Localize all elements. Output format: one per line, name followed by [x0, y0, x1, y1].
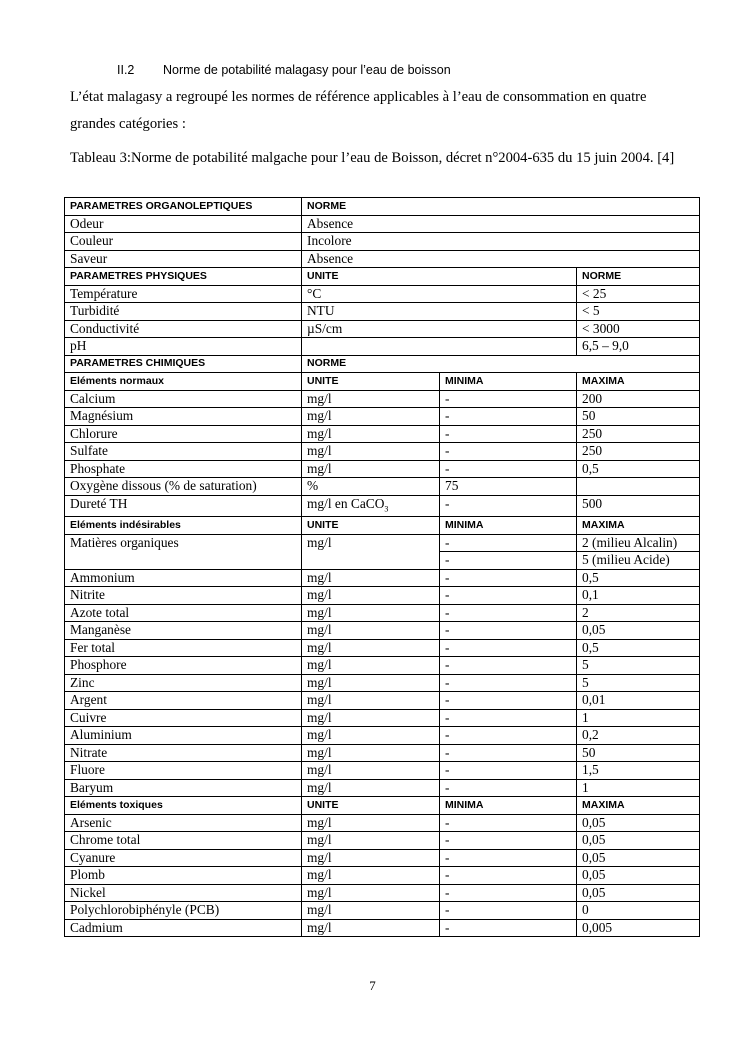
unit-cell: mg/l	[302, 867, 440, 885]
norm-cell: Absence	[302, 215, 700, 233]
min-cell: -	[440, 814, 577, 832]
header-cell: MAXIMA	[577, 373, 700, 391]
table-row	[65, 460, 700, 478]
unit-cell: NTU	[302, 303, 577, 321]
param-cell: Nitrite	[65, 587, 302, 605]
header-cell: PARAMETRES ORGANOLEPTIQUES	[65, 198, 302, 216]
param-cell: Dureté TH	[65, 495, 302, 517]
max-cell: 0,2	[577, 727, 700, 745]
max-cell: 0,05	[577, 622, 700, 640]
table-row	[65, 919, 700, 937]
min-cell: -	[440, 639, 577, 657]
max-cell: 0,05	[577, 867, 700, 885]
max-cell: 2 (milieu Alcalin)	[577, 534, 700, 552]
chemical-header-row	[65, 355, 700, 373]
min-cell: -	[440, 779, 577, 797]
table-row	[65, 779, 700, 797]
min-cell: -	[440, 604, 577, 622]
norm-cell: Absence	[302, 250, 700, 268]
section-title: Norme de potabilité malagasy pour l’eau de boisson	[163, 63, 451, 77]
table-row	[65, 478, 700, 496]
unit-cell: mg/l	[302, 587, 440, 605]
header-cell: UNITE	[302, 268, 577, 286]
table-row	[65, 604, 700, 622]
unit-cell: °C	[302, 285, 577, 303]
header-cell: MINIMA	[440, 797, 577, 815]
table-row	[65, 233, 700, 251]
potability-norms-table	[64, 197, 700, 937]
unit-cell: mg/l	[302, 832, 440, 850]
unit-cell: mg/l	[302, 408, 440, 426]
max-cell: 0,05	[577, 884, 700, 902]
param-cell: Nickel	[65, 884, 302, 902]
min-cell: -	[440, 762, 577, 780]
unit-cell: mg/l	[302, 709, 440, 727]
norm-cell: Incolore	[302, 233, 700, 251]
header-cell: Eléments toxiques	[65, 797, 302, 815]
min-cell: -	[440, 709, 577, 727]
header-cell: PARAMETRES CHIMIQUES	[65, 355, 302, 373]
header-cell: MAXIMA	[577, 517, 700, 535]
param-cell: Conductivité	[65, 320, 302, 338]
max-cell: 5 (milieu Acide)	[577, 552, 700, 570]
table-row	[65, 443, 700, 461]
unit-cell: mg/l	[302, 727, 440, 745]
table-row	[65, 832, 700, 850]
unit-cell: %	[302, 478, 440, 496]
min-cell: -	[440, 622, 577, 640]
param-cell: Phosphore	[65, 657, 302, 675]
unit-cell: mg/l	[302, 443, 440, 461]
min-cell: -	[440, 495, 577, 517]
table-row	[65, 639, 700, 657]
unit-cell: mg/l	[302, 919, 440, 937]
table-row	[65, 727, 700, 745]
unit-cell: mg/l	[302, 779, 440, 797]
param-cell: Turbidité	[65, 303, 302, 321]
max-cell: 250	[577, 425, 700, 443]
param-cell: Oxygène dissous (% de saturation)	[65, 478, 302, 496]
table-row	[65, 569, 700, 587]
max-cell: 200	[577, 390, 700, 408]
header-cell: NORME	[302, 355, 700, 373]
physical-header-row	[65, 268, 700, 286]
param-cell: Arsenic	[65, 814, 302, 832]
table-row	[65, 657, 700, 675]
max-cell: 50	[577, 744, 700, 762]
section-number: II.2	[117, 63, 135, 77]
max-cell: 250	[577, 443, 700, 461]
unit-cell: mg/l	[302, 692, 440, 710]
header-cell: Eléments indésirables	[65, 517, 302, 535]
param-cell: Nitrate	[65, 744, 302, 762]
unit-text: mg/l en CaCO	[307, 495, 385, 511]
param-cell: Chlorure	[65, 425, 302, 443]
max-cell: 1	[577, 779, 700, 797]
param-cell: Plomb	[65, 867, 302, 885]
param-cell: Sulfate	[65, 443, 302, 461]
param-cell: Baryum	[65, 779, 302, 797]
param-cell: Aluminium	[65, 727, 302, 745]
table-row	[65, 320, 700, 338]
unit-cell: mg/l	[302, 604, 440, 622]
section-heading	[117, 63, 451, 77]
param-cell: Calcium	[65, 390, 302, 408]
max-cell: 5	[577, 674, 700, 692]
table-row	[65, 884, 700, 902]
unit-cell	[302, 495, 440, 517]
unit-cell: mg/l	[302, 814, 440, 832]
unit-subscript: 3	[384, 504, 389, 514]
max-cell	[577, 478, 700, 496]
table-row	[65, 814, 700, 832]
table-row	[65, 674, 700, 692]
table-row	[65, 902, 700, 920]
max-cell: 0,05	[577, 832, 700, 850]
param-cell: Phosphate	[65, 460, 302, 478]
max-cell: 1,5	[577, 762, 700, 780]
param-cell: Magnésium	[65, 408, 302, 426]
max-cell: 0,01	[577, 692, 700, 710]
table-row	[65, 390, 700, 408]
param-cell: Cuivre	[65, 709, 302, 727]
max-cell: 0,05	[577, 814, 700, 832]
unit-cell: mg/l	[302, 569, 440, 587]
undesirable-elements-header-row	[65, 517, 700, 535]
max-cell: 0,5	[577, 460, 700, 478]
min-cell: -	[440, 744, 577, 762]
header-cell: MINIMA	[440, 517, 577, 535]
normal-elements-header-row	[65, 373, 700, 391]
param-cell: Azote total	[65, 604, 302, 622]
min-cell: -	[440, 587, 577, 605]
unit-cell: µS/cm	[302, 320, 577, 338]
table-row	[65, 408, 700, 426]
min-cell: -	[440, 674, 577, 692]
table-row	[65, 425, 700, 443]
table-row	[65, 338, 700, 356]
unit-cell: mg/l	[302, 744, 440, 762]
table-row	[65, 709, 700, 727]
max-cell: 50	[577, 408, 700, 426]
param-cell: pH	[65, 338, 302, 356]
intro-paragraph: L’état malagasy a regroupé les normes de référence applicables à l’eau de consommation en quatre grandes catégories :	[70, 89, 647, 132]
param-cell: Cyanure	[65, 849, 302, 867]
organoleptic-header-row	[65, 198, 700, 216]
param-cell: Température	[65, 285, 302, 303]
norm-cell: 6,5 – 9,0	[577, 338, 700, 356]
min-cell: -	[440, 727, 577, 745]
min-cell: -	[440, 390, 577, 408]
max-cell: 1	[577, 709, 700, 727]
min-cell: -	[440, 425, 577, 443]
page-number: 7	[369, 978, 376, 993]
min-cell: -	[440, 534, 577, 552]
norm-cell: < 25	[577, 285, 700, 303]
table-row	[65, 762, 700, 780]
min-cell: -	[440, 849, 577, 867]
toxic-elements-header-row	[65, 797, 700, 815]
unit-cell: mg/l	[302, 657, 440, 675]
header-cell: Eléments normaux	[65, 373, 302, 391]
table-row	[65, 622, 700, 640]
param-cell: Ammonium	[65, 569, 302, 587]
param-cell: Matières organiques	[65, 534, 302, 569]
param-cell: Odeur	[65, 215, 302, 233]
min-cell: -	[440, 657, 577, 675]
table-row	[65, 692, 700, 710]
min-cell: -	[440, 460, 577, 478]
table-row	[65, 250, 700, 268]
unit-cell: mg/l	[302, 849, 440, 867]
table-row	[65, 744, 700, 762]
table-row	[65, 303, 700, 321]
unit-cell	[302, 338, 577, 356]
unit-cell: mg/l	[302, 390, 440, 408]
header-cell: MAXIMA	[577, 797, 700, 815]
min-cell: -	[440, 902, 577, 920]
min-cell: -	[440, 443, 577, 461]
unit-cell: mg/l	[302, 425, 440, 443]
table-caption: Tableau 3:Norme de potabilité malgache pour l’eau de Boisson, décret n°2004-635 du 15 juin 2004. [4]	[70, 150, 675, 166]
max-cell: 5	[577, 657, 700, 675]
param-cell: Chrome total	[65, 832, 302, 850]
unit-cell: mg/l	[302, 884, 440, 902]
min-cell: 75	[440, 478, 577, 496]
min-cell: -	[440, 919, 577, 937]
min-cell: -	[440, 692, 577, 710]
param-cell: Zinc	[65, 674, 302, 692]
param-cell: Couleur	[65, 233, 302, 251]
min-cell: -	[440, 552, 577, 570]
table-row	[65, 534, 700, 552]
max-cell: 0,5	[577, 639, 700, 657]
min-cell: -	[440, 884, 577, 902]
param-cell: Argent	[65, 692, 302, 710]
table-row	[65, 587, 700, 605]
header-cell: NORME	[577, 268, 700, 286]
table-row	[65, 495, 700, 517]
header-cell: UNITE	[302, 373, 440, 391]
unit-cell: mg/l	[302, 762, 440, 780]
min-cell: -	[440, 832, 577, 850]
param-cell: Polychlorobiphényle (PCB)	[65, 902, 302, 920]
param-cell: Manganèse	[65, 622, 302, 640]
table-row	[65, 867, 700, 885]
max-cell: 0,05	[577, 849, 700, 867]
header-cell: MINIMA	[440, 373, 577, 391]
table-row	[65, 285, 700, 303]
unit-cell: mg/l	[302, 534, 440, 569]
header-cell: UNITE	[302, 517, 440, 535]
max-cell: 2	[577, 604, 700, 622]
param-cell: Fluore	[65, 762, 302, 780]
max-cell: 0,1	[577, 587, 700, 605]
param-cell: Saveur	[65, 250, 302, 268]
min-cell: -	[440, 569, 577, 587]
max-cell: 0,5	[577, 569, 700, 587]
unit-cell: mg/l	[302, 622, 440, 640]
unit-cell: mg/l	[302, 674, 440, 692]
max-cell: 0	[577, 902, 700, 920]
table-row	[65, 849, 700, 867]
unit-cell: mg/l	[302, 460, 440, 478]
min-cell: -	[440, 867, 577, 885]
min-cell: -	[440, 408, 577, 426]
header-cell: NORME	[302, 198, 700, 216]
norm-cell: < 5	[577, 303, 700, 321]
norm-cell: < 3000	[577, 320, 700, 338]
max-cell: 0,005	[577, 919, 700, 937]
header-cell: PARAMETRES PHYSIQUES	[65, 268, 302, 286]
unit-cell: mg/l	[302, 902, 440, 920]
param-cell: Fer total	[65, 639, 302, 657]
table-row	[65, 215, 700, 233]
unit-cell: mg/l	[302, 639, 440, 657]
param-cell: Cadmium	[65, 919, 302, 937]
max-cell: 500	[577, 495, 700, 517]
header-cell: UNITE	[302, 797, 440, 815]
